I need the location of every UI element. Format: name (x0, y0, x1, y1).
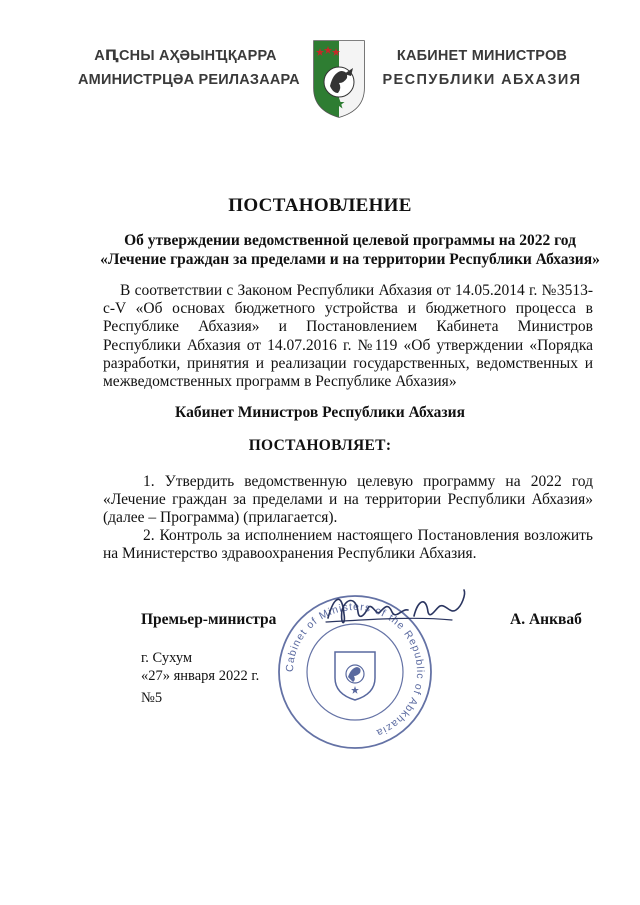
issue-date: «27» января 2022 г. (141, 668, 260, 684)
coat-of-arms-icon (311, 38, 367, 120)
header-russian-line1: КАБИНЕТ МИНИСТРОВ (396, 48, 568, 64)
header-abkhaz (78, 44, 300, 92)
signatory-position: Премьер-министра (141, 611, 277, 628)
subject-line2: «Лечение граждан за пределами и на территории Республики Абхазия» (100, 251, 600, 268)
document-title: ПОСТАНОВЛЕНИЕ (228, 195, 412, 216)
issue-city: г. Сухум (141, 650, 193, 666)
signatory-name: А. Анкваб (510, 611, 582, 628)
issuer-heading: Кабинет Министров Республики Абхазия (175, 404, 465, 421)
header-abkhaz-line1: АԤСНЫ АҲӘЫНҴҚАРРА (94, 48, 277, 64)
preamble-paragraph: В соответствии с Законом Республики Абхазия от 14.05.2014 г. №3513-с-V «Об основах бюджетного устройства и бюджетного процесса в Республике Абхазия» и Постановлением Кабинета Министров Республики Абхазия от 14.07.2016 г. №119 «Об утверждении «Порядка разработки, принятия и реализации государственных, ведомственных и межведомственных программ в Республике Абхазия» (103, 282, 593, 391)
handwritten-signature-icon (322, 586, 472, 636)
header-russian (382, 44, 582, 92)
decree-heading: ПОСТАНОВЛЯЕТ: (248, 437, 392, 454)
decree-item-1: 1. Утвердить ведомственную целевую программу на 2022 год «Лечение граждан за пределами и на территории Республики Абхазия» (далее – Программа) (прилагается). (103, 473, 593, 527)
subject-line1: Об утверждении ведомственной целевой программы на 2022 год (124, 232, 576, 249)
document-number: №5 (141, 690, 163, 706)
header-russian-line2: РЕСПУБЛИКИ АБХАЗИЯ (382, 72, 582, 88)
decree-item-2: 2. Контроль за исполнением настоящего Постановления возложить на Министерство здравоохранения Республики Абхазия. (103, 527, 593, 563)
header-abkhaz-line2: АМИНИСТРЦӘА РЕИЛАЗААРА (78, 72, 300, 88)
seal-text: Cabinet of Ministers of the Republic of Abkhazia (283, 600, 427, 740)
document-subject (90, 231, 610, 269)
